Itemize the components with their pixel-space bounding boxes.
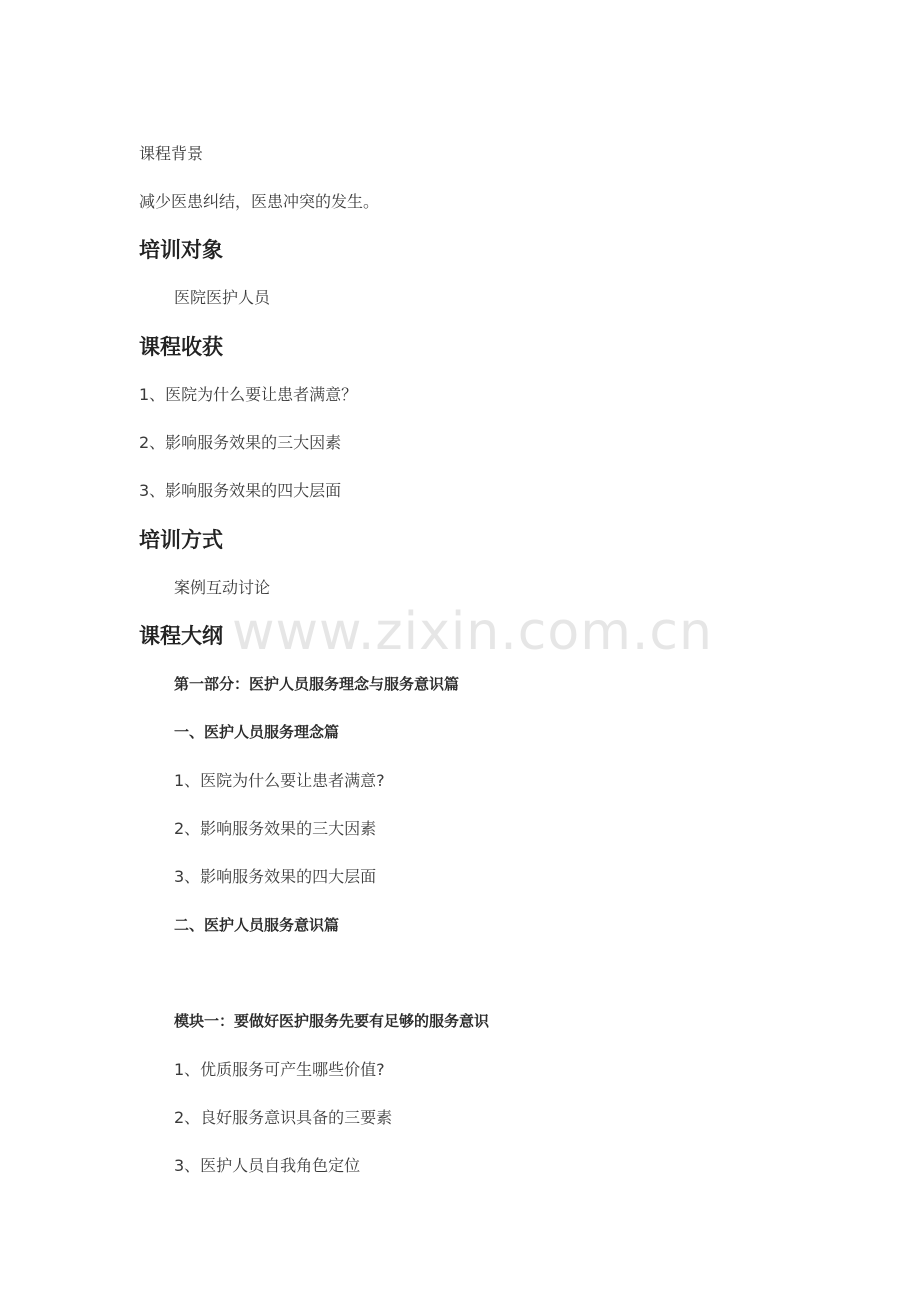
- outline-heading: 课程大纲: [139, 624, 223, 648]
- outline-section-title: 一、医护人员服务理念篇: [174, 723, 340, 741]
- audience-heading: 培训对象: [139, 238, 223, 262]
- method-text: 案例互动讨论: [174, 578, 271, 597]
- background-text: 减少医患纠结，医患冲突的发生。: [139, 192, 380, 211]
- outline-item: 1、医院为什么要让患者满意?: [174, 771, 385, 790]
- gains-item: 3、影响服务效果的四大层面: [139, 481, 342, 500]
- gains-heading: 课程收获: [139, 335, 223, 359]
- gains-item: 2、影响服务效果的三大因素: [139, 433, 342, 452]
- outline-item: 2、影响服务效果的三大因素: [174, 819, 377, 838]
- background-title: 课程背景: [139, 144, 204, 163]
- module-item: 3、医护人员自我角色定位: [174, 1156, 361, 1175]
- outline-part-title: 第一部分：医护人员服务理念与服务意识篇: [174, 675, 460, 693]
- watermark: www.zixin.com.cn: [232, 602, 713, 662]
- audience-text: 医院医护人员: [174, 288, 271, 307]
- gains-item: 1、医院为什么要让患者满意？: [139, 385, 358, 404]
- outline-section-title: 二、医护人员服务意识篇: [174, 916, 340, 934]
- method-heading: 培训方式: [139, 528, 223, 552]
- outline-item: 3、影响服务效果的四大层面: [174, 867, 377, 886]
- module-item: 1、优质服务可产生哪些价值?: [174, 1060, 385, 1079]
- module-title: 模块一：要做好医护服务先要有足够的服务意识: [174, 1012, 490, 1030]
- module-item: 2、良好服务意识具备的三要素: [174, 1108, 393, 1127]
